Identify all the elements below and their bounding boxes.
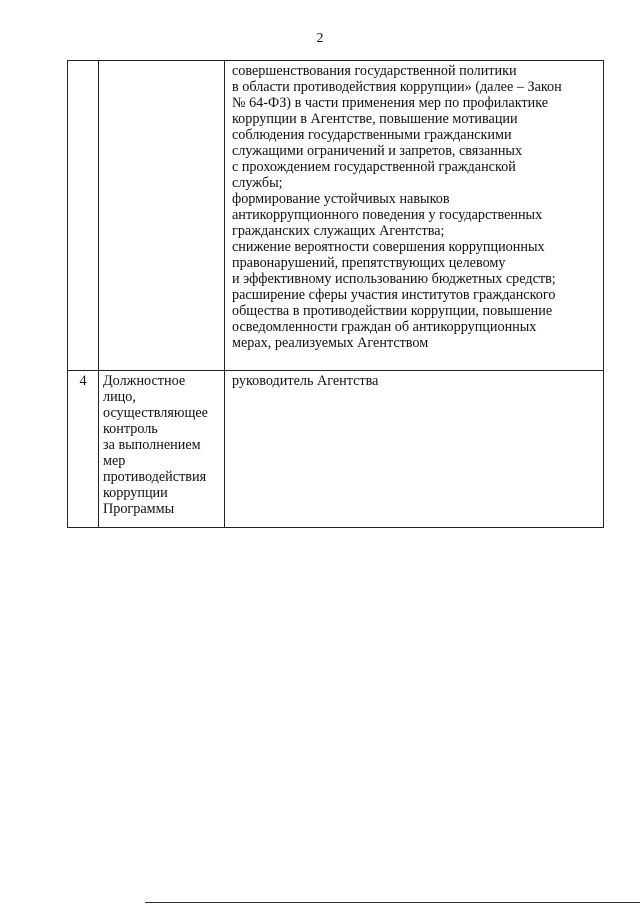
text-line: расширение сферы участия институтов гражданского: [232, 287, 556, 303]
bottom-divider: [145, 902, 640, 903]
row-label-cell: [99, 371, 225, 528]
table-row: [68, 371, 604, 528]
text-line: общества в противодействии коррупции, повышение: [232, 303, 553, 319]
text-line: формирование устойчивых навыков: [232, 191, 450, 207]
responsible-official-text: [225, 371, 603, 389]
row-content-cell: [225, 61, 604, 371]
program-passport-table: [67, 60, 604, 528]
text-line: антикоррупционного поведения у государственных: [232, 207, 543, 223]
text-line: мер: [103, 453, 126, 469]
row-number-cell: [68, 61, 99, 371]
page-number: 2: [316, 31, 324, 46]
text-line: и эффективному использованию бюджетных средств;: [232, 271, 556, 287]
text-line: за выполнением: [103, 437, 201, 453]
row-number: 4: [79, 373, 87, 389]
text-line: в области противодействия коррупции» (далее – Закон: [232, 79, 562, 95]
row-label: [99, 371, 224, 517]
text-line: с прохождением государственной гражданской: [232, 159, 516, 175]
text-line: лицо,: [103, 389, 136, 405]
text-line: противодействия: [103, 469, 207, 485]
text-line: правонарушений, препятствующих целевому: [232, 255, 506, 271]
goals-text: [225, 61, 603, 351]
text-line: руководитель Агентства: [232, 373, 379, 389]
text-line: снижение вероятности совершения коррупционных: [232, 239, 545, 255]
text-line: Программы: [103, 501, 175, 517]
text-line: № 64-ФЗ) в части применения мер по профилактике: [232, 95, 549, 111]
text-line: Должностное: [103, 373, 186, 389]
text-line: совершенствования государственной политики: [232, 63, 517, 79]
text-line: службы;: [232, 175, 283, 191]
text-line: контроль: [103, 421, 158, 437]
text-line: коррупции в Агентстве, повышение мотивации: [232, 111, 518, 127]
row-number-cell: [68, 371, 99, 528]
text-line: осуществляющее: [103, 405, 208, 421]
row-content-cell: [225, 371, 604, 528]
table-row: [68, 61, 604, 371]
text-line: коррупции: [103, 485, 168, 501]
text-line: гражданских служащих Агентства;: [232, 223, 445, 239]
text-line: мерах, реализуемых Агентством: [232, 335, 429, 351]
row-label-cell: [99, 61, 225, 371]
text-line: осведомленности граждан об антикоррупционных: [232, 319, 537, 335]
text-line: служащими ограничений и запретов, связанных: [232, 143, 523, 159]
text-line: соблюдения государственными гражданскими: [232, 127, 512, 143]
